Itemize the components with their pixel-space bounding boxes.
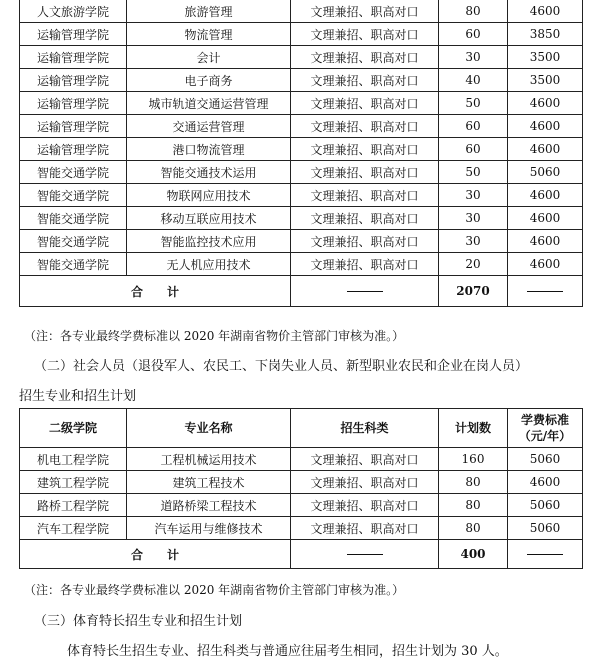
enrollment-table-body [20, 448, 583, 540]
cell-major: 道路桥梁工程技术 [127, 494, 291, 517]
cell-fee: 3500 [508, 46, 583, 69]
cell-major: 电子商务 [127, 69, 291, 92]
header-plan: 计划数 [439, 409, 508, 448]
table-row [20, 92, 583, 115]
cell-college: 智能交通学院 [20, 253, 127, 276]
cell-fee: 4600 [508, 138, 583, 161]
cell-plan: 80 [439, 517, 508, 540]
cell-category: 文理兼招、职高对口 [291, 184, 439, 207]
cell-plan: 50 [439, 161, 508, 184]
cell-fee: 4600 [508, 115, 583, 138]
header-fee-line1: 学费标准 [520, 413, 569, 427]
cell-plan: 30 [439, 184, 508, 207]
cell-fee: 4600 [508, 207, 583, 230]
cell-category: 文理兼招、职高对口 [291, 253, 439, 276]
cell-plan: 80 [439, 0, 508, 23]
cell-major: 会计 [127, 46, 291, 69]
table-row [20, 161, 583, 184]
header-fee [508, 409, 583, 448]
table-row [20, 184, 583, 207]
table-row [20, 471, 583, 494]
cell-college: 智能交通学院 [20, 161, 127, 184]
table-row [20, 23, 583, 46]
table-row [20, 448, 583, 471]
cell-plan: 30 [439, 207, 508, 230]
cell-category: 文理兼招、职高对口 [291, 517, 439, 540]
cell-major: 移动互联应用技术 [127, 207, 291, 230]
cell-college: 运输管理学院 [20, 69, 127, 92]
cell-college: 智能交通学院 [20, 230, 127, 253]
table-row [20, 517, 583, 540]
cell-fee: 4600 [508, 471, 583, 494]
cell-category: 文理兼招、职高对口 [291, 92, 439, 115]
cell-category: 文理兼招、职高对口 [291, 161, 439, 184]
cell-fee: 3500 [508, 69, 583, 92]
fee-note: （注：各专业最终学费标准以 2020 年湖南省物价主管部门审核为准。） [24, 583, 405, 597]
cell-major: 港口物流管理 [127, 138, 291, 161]
cell-plan: 80 [439, 494, 508, 517]
section-heading-continuation: 招生专业和招生计划 [19, 389, 137, 404]
cell-category: 文理兼招、职高对口 [291, 46, 439, 69]
cell-college: 机电工程学院 [20, 448, 127, 471]
cell-plan: 50 [439, 92, 508, 115]
cell-plan: 40 [439, 69, 508, 92]
cell-category: 文理兼招、职高对口 [291, 23, 439, 46]
cell-college: 建筑工程学院 [20, 471, 127, 494]
cell-category: 文理兼招、职高对口 [291, 0, 439, 23]
cell-major: 交通运营管理 [127, 115, 291, 138]
cell-plan: 160 [439, 448, 508, 471]
cell-major: 汽车运用与维修技术 [127, 517, 291, 540]
cell-college: 汽车工程学院 [20, 517, 127, 540]
cell-college: 路桥工程学院 [20, 494, 127, 517]
cell-category: 文理兼招、职高对口 [291, 230, 439, 253]
total-dash [291, 276, 439, 307]
section-heading: （三）体育特长招生专业和招生计划 [34, 614, 243, 629]
table-row [20, 115, 583, 138]
table-header-row [20, 409, 583, 448]
cell-college: 运输管理学院 [20, 115, 127, 138]
cell-major: 智能交通技术运用 [127, 161, 291, 184]
cell-plan: 60 [439, 138, 508, 161]
header-fee-line2: （元/年） [518, 429, 572, 443]
cell-major: 物联网应用技术 [127, 184, 291, 207]
cell-fee: 3850 [508, 23, 583, 46]
total-plan: 400 [439, 540, 508, 569]
cell-fee: 4600 [508, 92, 583, 115]
cell-major: 物流管理 [127, 23, 291, 46]
cell-category: 文理兼招、职高对口 [291, 448, 439, 471]
table-row [20, 0, 583, 23]
enrollment-table-body [20, 0, 583, 276]
cell-major: 建筑工程技术 [127, 471, 291, 494]
cell-fee: 5060 [508, 161, 583, 184]
cell-college: 人文旅游学院 [20, 0, 127, 23]
table-row [20, 253, 583, 276]
table-total-row [20, 276, 583, 307]
cell-fee: 4600 [508, 184, 583, 207]
cell-category: 文理兼招、职高对口 [291, 138, 439, 161]
cell-plan: 80 [439, 471, 508, 494]
total-label: 合 计 [20, 276, 291, 307]
total-label: 合 计 [20, 540, 291, 569]
cell-plan: 30 [439, 230, 508, 253]
cell-major: 工程机械运用技术 [127, 448, 291, 471]
cell-college: 运输管理学院 [20, 92, 127, 115]
table-row [20, 230, 583, 253]
header-college: 二级学院 [20, 409, 127, 448]
cell-category: 文理兼招、职高对口 [291, 494, 439, 517]
cell-major: 城市轨道交通运营管理 [127, 92, 291, 115]
table-row [20, 46, 583, 69]
section-body: 体育特长生招生专业、招生科类与普通应往届考生相同，招生计划为 30 人。 [67, 644, 508, 659]
cell-fee: 4600 [508, 253, 583, 276]
cell-major: 智能监控技术应用 [127, 230, 291, 253]
header-major: 专业名称 [127, 409, 291, 448]
cell-category: 文理兼招、职高对口 [291, 115, 439, 138]
enrollment-table-social [19, 408, 583, 569]
table-row [20, 69, 583, 92]
total-plan: 2070 [439, 276, 508, 307]
cell-fee: 5060 [508, 448, 583, 471]
cell-college: 运输管理学院 [20, 46, 127, 69]
section-heading: （二）社会人员（退役军人、农民工、下岗失业人员、新型职业农民和企业在岗人员） [34, 359, 529, 374]
cell-plan: 60 [439, 23, 508, 46]
table-row [20, 138, 583, 161]
cell-college: 运输管理学院 [20, 138, 127, 161]
cell-fee: 5060 [508, 517, 583, 540]
cell-category: 文理兼招、职高对口 [291, 471, 439, 494]
total-dash [508, 540, 583, 569]
cell-plan: 20 [439, 253, 508, 276]
cell-fee: 5060 [508, 494, 583, 517]
cell-college: 运输管理学院 [20, 23, 127, 46]
cell-major: 无人机应用技术 [127, 253, 291, 276]
cell-college: 智能交通学院 [20, 207, 127, 230]
cell-plan: 30 [439, 46, 508, 69]
table-row [20, 494, 583, 517]
cell-category: 文理兼招、职高对口 [291, 207, 439, 230]
cell-college: 智能交通学院 [20, 184, 127, 207]
cell-fee: 4600 [508, 0, 583, 23]
table-row [20, 207, 583, 230]
cell-major: 旅游管理 [127, 0, 291, 23]
enrollment-table-general [19, 0, 583, 307]
fee-note: （注：各专业最终学费标准以 2020 年湖南省物价主管部门审核为准。） [24, 329, 405, 343]
total-dash [291, 540, 439, 569]
header-category: 招生科类 [291, 409, 439, 448]
cell-category: 文理兼招、职高对口 [291, 69, 439, 92]
total-dash [508, 276, 583, 307]
cell-fee: 4600 [508, 230, 583, 253]
cell-plan: 60 [439, 115, 508, 138]
table-total-row [20, 540, 583, 569]
